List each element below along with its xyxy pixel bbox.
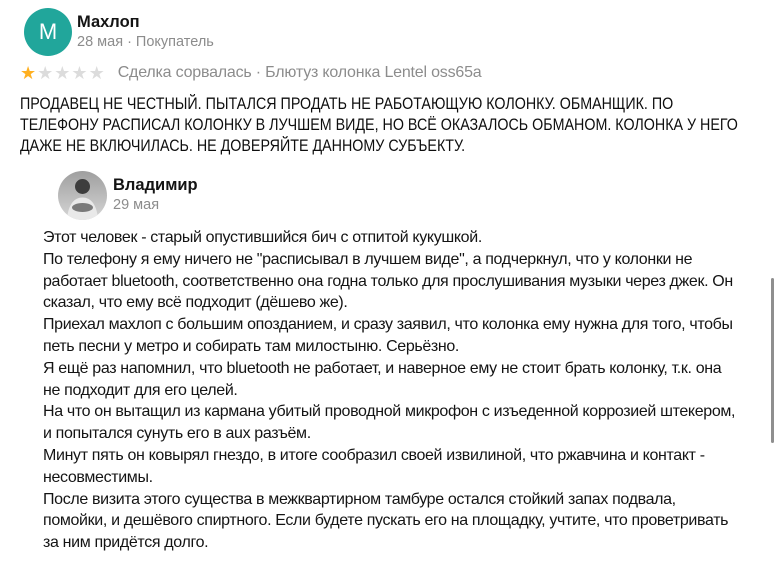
review-text: ПРОДАВЕЦ НЕ ЧЕСТНЫЙ. ПЫТАЛСЯ ПРОДАТЬ НЕ РАБОТАЮЩУЮ КОЛОНКУ. ОБМАНЩИК. ПО ТЕЛЕФОНУ РАСПИСАЛ КОЛОНКУ В ЛУЧШЕМ ВИДЕ, НО ВСЁ ОКАЗАЛОСЬ ОБМАНОМ. КОЛОНКА У НЕГО ДАЖЕ НЕ ВКЛЮЧИЛАСЬ. НЕ ДОВЕРЯЙТЕ ДАННОМУ СУБЪЕКТУ. — [20, 94, 738, 155]
star-icon — [89, 63, 106, 83]
replier-name[interactable]: Владимир — [113, 176, 198, 194]
star-icon — [71, 63, 88, 83]
rating-caption: Сделка сорвалась · Блютуз колонка Lentel oss65a — [117, 64, 482, 81]
star-rating — [20, 64, 106, 82]
reviewer-info — [77, 8, 214, 56]
reply-paragraph: Приехал махлоп с большим опозданием, и сразу заявил, что колонка ему нужна для того, чтобы петь песни у метро и собирать там милостыню. Серьёзно. — [43, 316, 733, 355]
star-icon — [37, 63, 54, 83]
replier-info — [113, 171, 198, 220]
reply-paragraph: Я ещё раз напомнил, что bluetooth не работает, и наверное ему не стоит брать колонку, т.к. она не подходит для его целей. — [43, 359, 722, 399]
reply-paragraph: По телефону я ему ничего не "расписывал в лучшем виде", а подчеркнул, что у колонки не работает bluetooth, соответственно она годна только для прослушивания музыки через джек. Он сказал, что ему всё подходит (дёшево же). — [43, 250, 733, 312]
reply-paragraph: На что он вытащил из кармана убитый проводной микрофон с изъеденной коррозией штекером, и попытался сунуть его в aux разъём. — [43, 403, 736, 443]
seller-reply — [43, 171, 775, 554]
reply-header — [43, 171, 775, 220]
replier-avatar-photo[interactable] — [58, 171, 107, 220]
review-date-role: 28 мая · Покупатель — [77, 34, 214, 50]
star-icon — [54, 63, 71, 83]
reply-date: 29 мая — [113, 197, 160, 213]
rating-row — [20, 62, 775, 84]
review-header — [24, 8, 775, 56]
reviewer-avatar[interactable]: М — [24, 8, 72, 56]
reply-paragraph: Этот человек - старый опустившийся бич с отпитой кукушкой. — [43, 229, 482, 246]
reply-paragraph: После визита этого существа в межквартирном тамбуре остался стойкий запах подвала, помойки, и дешёвого спиртного. Если будете пускать его на площадку, учтите, что проветривать за ним придётся долго. — [43, 490, 729, 552]
vertical-scrollbar-thumb[interactable] — [771, 278, 774, 443]
reply-body — [43, 227, 740, 554]
reviewer-name[interactable]: Махлоп — [77, 13, 140, 31]
reply-paragraph: Минут пять он ковырял гнездо, в итоге сообразил своей извилиной, что ржавчина и контакт - несовместимы. — [43, 446, 705, 486]
star-icon — [20, 63, 37, 83]
